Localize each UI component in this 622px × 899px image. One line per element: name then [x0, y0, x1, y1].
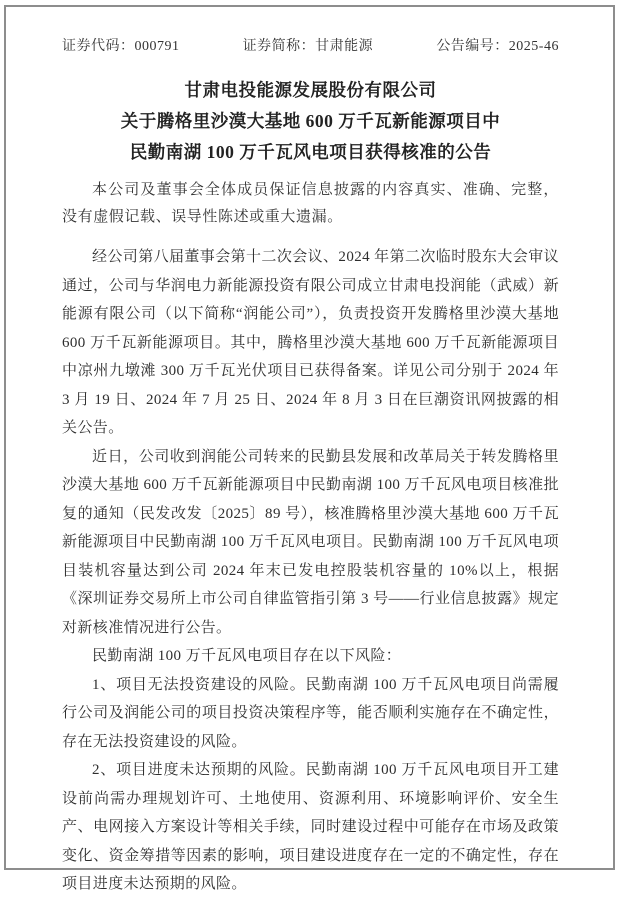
document-body	[62, 243, 559, 899]
paragraph-risk-1: 1、项目无法投资建设的风险。民勤南湖 100 万千瓦风电项目尚需履行公司及润能公司的项目投资决策程序等，能否顺利实施存在不确定性，存在无法投资建设的风险。	[62, 676, 559, 750]
announcement-number-label: 公告编号：2025-46	[436, 39, 559, 54]
paragraph-approval-background: 经公司第八届董事会第十二次会议、2024 年第二次临时股东大会审议通过，公司与华润电力新能源投资有限公司成立甘肃电投润能（武威）新能源有限公司（以下简称“润能公司”），负责投资开发腾格里沙漠大基地 600 万千瓦新能源项目。其中，腾格里沙漠大基地 600 万千瓦新能源项目中凉州九墩滩 300 万千瓦光伏项目已获得备案。详见公司分别于 2024 年 3 月 19 日、2024 年 7 月 25 日、2024 年 8 月 3 日在巨潮资讯网披露的相关公告。	[62, 249, 559, 436]
title-line-company: 甘肃电投能源发展股份有限公司	[184, 80, 437, 100]
document-header	[62, 35, 559, 55]
board-disclaimer: 本公司及董事会全体成员保证信息披露的内容真实、准确、完整，没有虚假记载、误导性陈述或重大遗漏。	[62, 182, 559, 225]
stock-name-label: 证券简称：甘肃能源	[242, 39, 374, 54]
paragraph-risk-2: 2、项目进度未达预期的风险。民勤南湖 100 万千瓦风电项目开工建设前尚需办理规划许可、土地使用、资源利用、环境影响评价、安全生产、电网接入方案设计等相关手续，同时建设过程中可能存在市场及政策变化、资金筹措等因素的影响，项目建设进度存在一定的不确定性，存在项目进度未达预期的风险。	[62, 762, 559, 892]
stock-code-label: 证券代码：000791	[62, 39, 180, 54]
title-line-project: 关于腾格里沙漠大基地 600 万千瓦新能源项目中	[120, 111, 501, 131]
paragraph-approval-notice: 近日，公司收到润能公司转来的民勤县发展和改革局关于转发腾格里沙漠大基地 600 万千瓦新能源项目中民勤南湖 100 万千瓦风电项目核准批复的通知（民发改发〔2025〕89 号），核准腾格里沙漠大基地 600 万千瓦新能源项目中民勤南湖 100 万千瓦风电项目。民勤南湖 100 万千瓦风电项目装机容量达到公司 2024 年末已发电控股装机容量的 10%以上，根据《深圳证券交易所上市公司自律监管指引第 3 号——行业信息披露》规定对新核准情况进行公告。	[62, 448, 559, 636]
paragraph-risk-intro: 民勤南湖 100 万千瓦风电项目存在以下风险：	[92, 648, 402, 664]
title-line-approval: 民勤南湖 100 万千瓦风电项目获得核准的公告	[129, 142, 492, 162]
announcement-page	[4, 5, 615, 892]
document-title	[62, 75, 559, 168]
